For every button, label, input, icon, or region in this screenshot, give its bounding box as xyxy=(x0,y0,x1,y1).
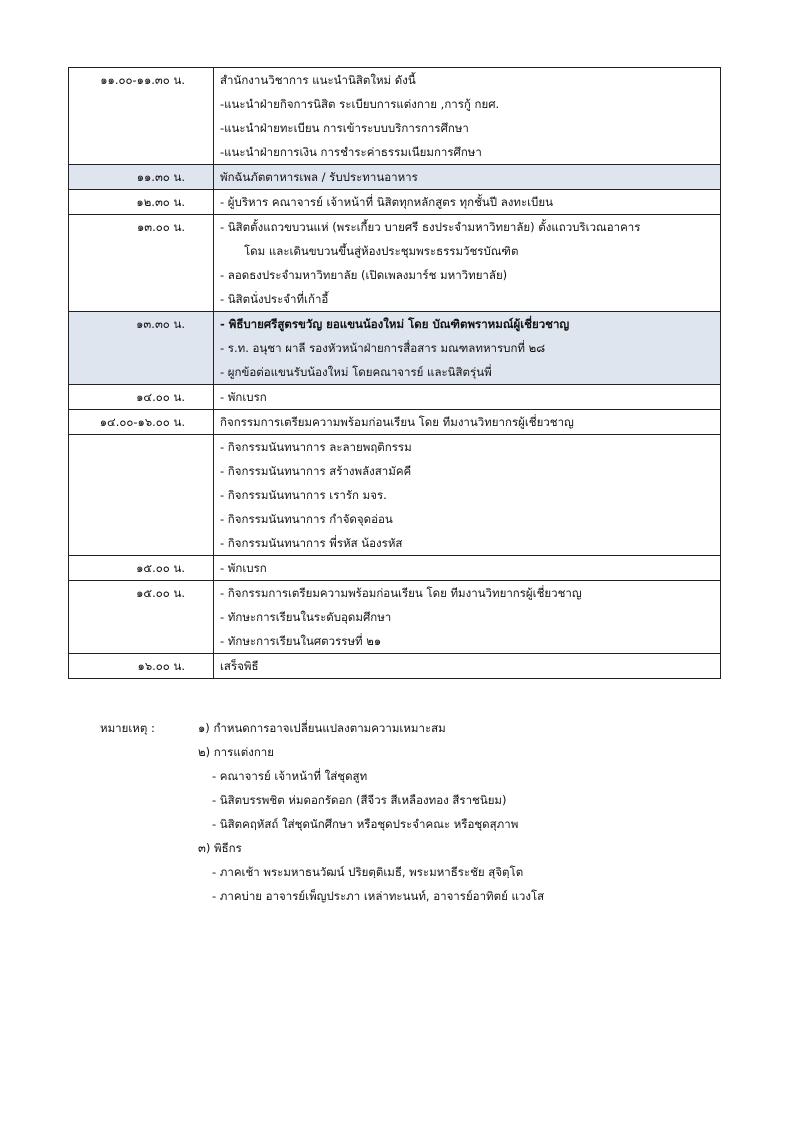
schedule-activity xyxy=(214,68,721,165)
note-item-1: ๑) กำหนดการอาจเปลี่ยนแปลงตามความเหมาะสม xyxy=(198,721,446,735)
schedule-activity xyxy=(214,312,721,385)
dress-line xyxy=(100,812,740,836)
schedule-row xyxy=(69,215,721,312)
notes-section xyxy=(100,716,740,908)
schedule-row xyxy=(69,410,721,435)
activity-line: - กิจกรรมนันทนาการ กำจัดจุดอ่อน xyxy=(220,512,393,526)
dress-line xyxy=(100,764,740,788)
schedule-time: ๑๓.๐๐ น. xyxy=(69,215,214,312)
schedule-time: ๑๕.๐๐ น. xyxy=(69,581,214,654)
activity-line: - ผูกข้อต่อแขนรับน้องใหม่ โดยคณาจารย์ และนิสิตรุ่นพี่ xyxy=(220,365,492,379)
schedule-activity xyxy=(214,410,721,435)
notes-row-3 xyxy=(100,836,740,860)
schedule-row xyxy=(69,556,721,581)
mc-line xyxy=(100,884,740,908)
schedule-body xyxy=(69,68,721,679)
schedule-activity xyxy=(214,556,721,581)
schedule-time: ๑๖.๐๐ น. xyxy=(69,654,214,679)
schedule-activity xyxy=(214,581,721,654)
schedule-row xyxy=(69,435,721,556)
schedule-activity xyxy=(214,654,721,679)
dress-line-1: - คณาจารย์ เจ้าหน้าที่ ใส่ชุดสูท xyxy=(212,769,368,783)
activity-line: - กิจกรรมนันทนาการ ละลายพฤติกรรม xyxy=(220,440,412,454)
schedule-row xyxy=(69,165,721,190)
activity-line: - กิจกรรมนันทนาการ สร้างพลังสามัคคี xyxy=(220,464,412,478)
activity-line: - ทักษะการเรียนในศตวรรษที่ ๒๑ xyxy=(220,634,382,648)
activity-line: - พักเบรก xyxy=(220,390,267,404)
activity-line: - นิสิตนั่งประจำที่เก้าอี้ xyxy=(220,292,329,306)
activity-line: กิจกรรมการเตรียมความพร้อมก่อนเรียน โดย ทีมงานวิทยากรผู้เชี่ยวชาญ xyxy=(220,415,574,429)
schedule-time: ๑๕.๐๐ น. xyxy=(69,556,214,581)
schedule-row xyxy=(69,581,721,654)
dress-line-2: - นิสิตบรรพชิต ห่มดอกรัดอก (สีจีวร สีเหลืองทอง สีราชนิยม) xyxy=(212,793,507,807)
notes-row-1 xyxy=(100,716,740,740)
schedule-activity xyxy=(214,165,721,190)
activity-line: - กิจกรรมการเตรียมความพร้อมก่อนเรียน โดย ทีมงานวิทยากรผู้เชี่ยวชาญ xyxy=(220,586,582,600)
schedule-row xyxy=(69,385,721,410)
schedule-table xyxy=(68,67,721,679)
schedule-time: ๑๔.๐๐ น. xyxy=(69,385,214,410)
notes-label: หมายเหตุ : xyxy=(100,721,155,735)
schedule-time: ๑๑.๓๐ น. xyxy=(69,165,214,190)
schedule-row xyxy=(69,312,721,385)
activity-line: - พิธีบายศรีสูตรขวัญ ยอแขนน้องใหม่ โดย บัณฑิตพราหมณ์ผู้เชี่ยวชาญ xyxy=(220,317,570,331)
schedule-activity xyxy=(214,215,721,312)
schedule-activity xyxy=(214,190,721,215)
note-item-2: ๒) การแต่งกาย xyxy=(198,745,274,759)
mc-line-2: - ภาคบ่าย อาจารย์เพ็ญประภา เหล่าทะนนท์, อาจารย์อาทิตย์ แวงโส xyxy=(212,889,545,903)
activity-line: พักฉันภัตตาหารเพล / รับประทานอาหาร xyxy=(220,170,418,184)
schedule-time: ๑๓.๓๐ น. xyxy=(69,312,214,385)
schedule-time: ๑๔.๐๐-๑๖.๐๐ น. xyxy=(69,410,214,435)
schedule-time: ๑๑.๐๐-๑๑.๓๐ น. xyxy=(69,68,214,165)
activity-line: -แนะนำฝ่ายทะเบียน การเข้าระบบบริการการศึกษา xyxy=(220,121,469,135)
notes-row-2 xyxy=(100,740,740,764)
activity-line: เสร็จพิธี xyxy=(220,659,259,673)
activity-line: - กิจกรรมนันทนาการ พี่รหัส น้องรหัส xyxy=(220,536,403,550)
mc-line-1: - ภาคเช้า พระมหาธนวัฒน์ ปริยตฺติเมธี, พระมหาธีระชัย สุจิตฺโต xyxy=(212,865,524,879)
activity-line: - ร.ท. อนุชา ผาลี รองหัวหน้าฝ่ายการสื่อสาร มณฑลทหารบกที่ ๒๘ xyxy=(220,341,546,355)
schedule-time xyxy=(69,435,214,556)
schedule-activity xyxy=(214,435,721,556)
schedule-time: ๑๒.๓๐ น. xyxy=(69,190,214,215)
schedule-row xyxy=(69,654,721,679)
activity-line: -แนะนำฝ่ายกิจการนิสิต ระเบียบการแต่งกาย ,การกู้ กยศ. xyxy=(220,97,500,111)
mc-line xyxy=(100,860,740,884)
activity-line: - ลอดธงประจำมหาวิทยาลัย (เปิดเพลงมาร์ช มหาวิทยาลัย) xyxy=(220,268,508,282)
activity-line: - นิสิตตั้งแถวขบวนแห่ (พระเกี้ยว บายศรี ธงประจำมหาวิทยาลัย) ตั้งแถวบริเวณอาคาร xyxy=(220,220,641,234)
activity-line: -แนะนำฝ่ายการเงิน การชำระค่าธรรมเนียมการศึกษา xyxy=(220,145,482,159)
dress-line-3: - นิสิตคฤหัสถ์ ใส่ชุดนักศึกษา หรือชุดประจำคณะ หรือชุดสุภาพ xyxy=(212,817,519,831)
schedule-activity xyxy=(214,385,721,410)
activity-line: - พักเบรก xyxy=(220,561,267,575)
note-item-3: ๓) พิธีกร xyxy=(198,841,242,855)
activity-line: - ทักษะการเรียนในระดับอุดมศึกษา xyxy=(220,610,392,624)
activity-line: - ผู้บริหาร คณาจารย์ เจ้าหน้าที่ นิสิตทุกหลักสูตร ทุกชั้นปี ลงทะเบียน xyxy=(220,195,553,209)
schedule-row xyxy=(69,68,721,165)
activity-line: โดม และเดินขบวนขึ้นสู่ห้องประชุมพระธรรมวัชรบัณฑิต xyxy=(244,244,519,258)
activity-line: - กิจกรรมนันทนาการ เรารัก มจร. xyxy=(220,488,387,502)
activity-line: สำนักงานวิชาการ แนะนำนิสิตใหม่ ดังนี้ xyxy=(220,73,416,87)
schedule-row xyxy=(69,190,721,215)
dress-line xyxy=(100,788,740,812)
